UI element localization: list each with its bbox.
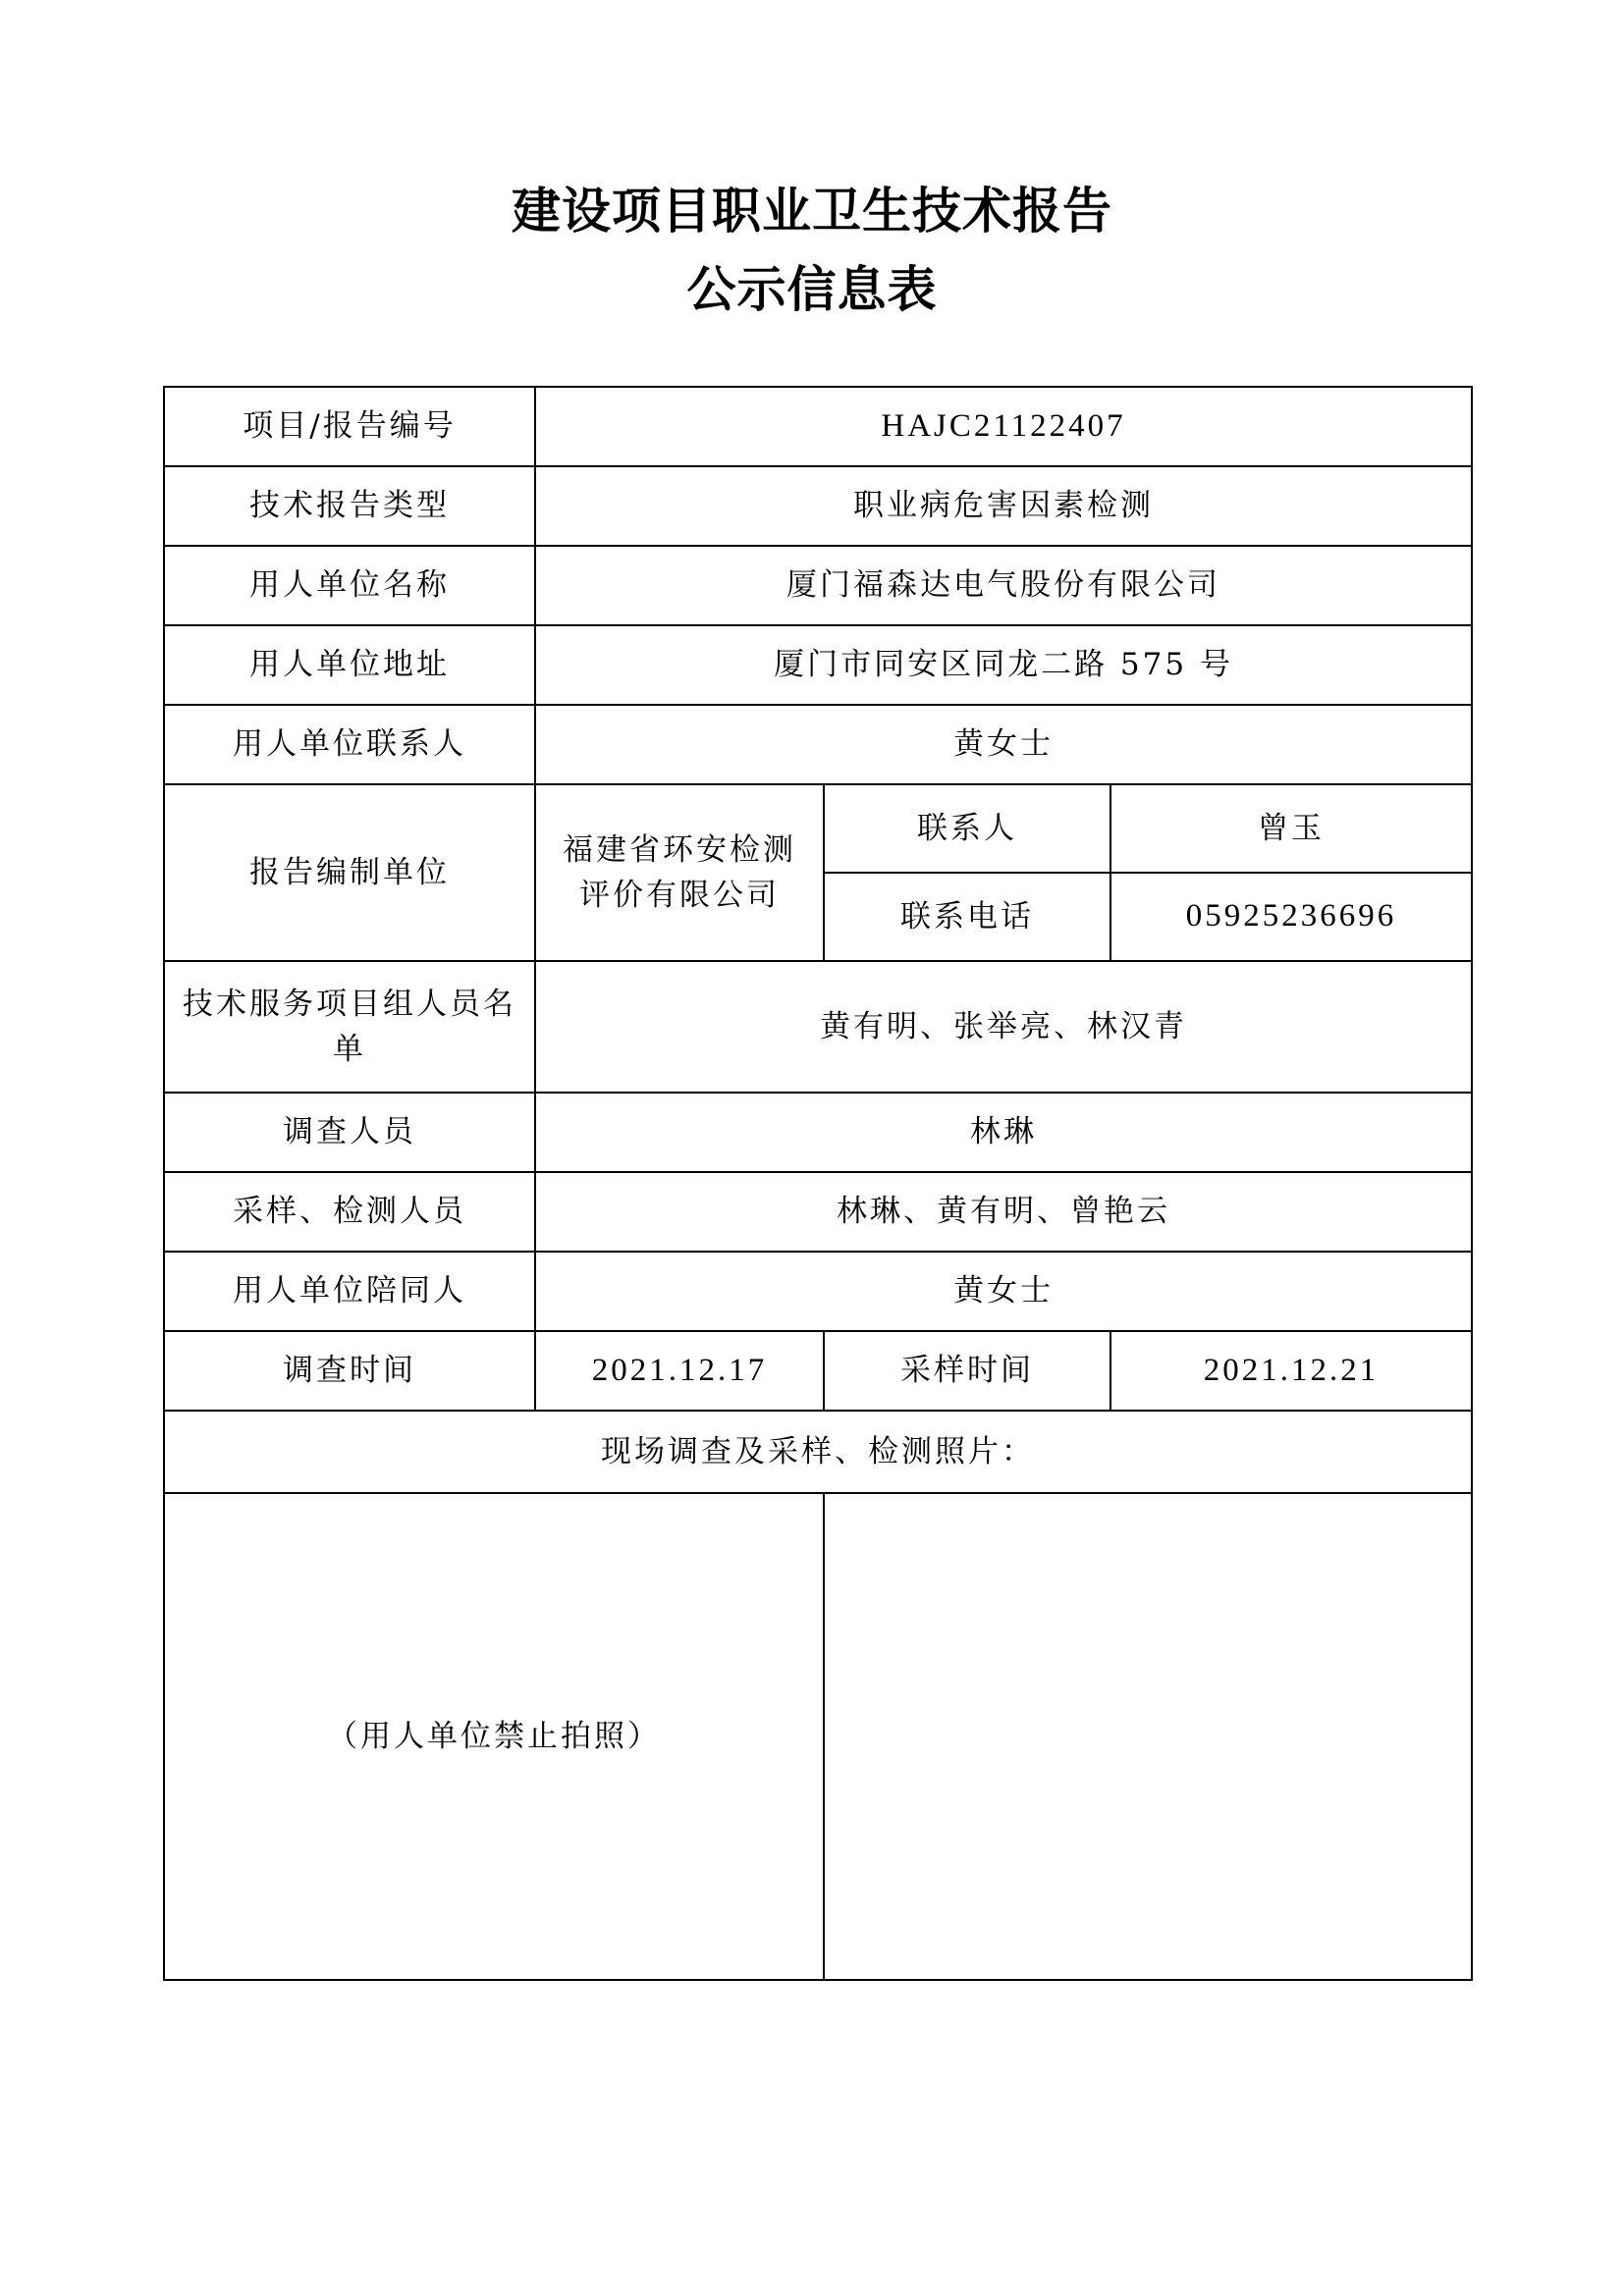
- compiler-org-text: 福建省环安检测评价有限公司: [563, 831, 796, 913]
- investigators-label: 调查人员: [164, 1093, 535, 1172]
- team-label: [164, 961, 535, 1093]
- photo-prohibited-note: （用人单位禁止拍照）: [327, 1718, 661, 1754]
- info-table: [163, 386, 1473, 1981]
- employer-contact-value: 黄女士: [535, 705, 1472, 784]
- page-subtitle: 公示信息表: [686, 260, 938, 318]
- samplers-value: 林琳、黄有明、曾艳云: [535, 1172, 1472, 1252]
- escort-value: 黄女士: [535, 1252, 1472, 1331]
- report-type-label: 技术报告类型: [164, 466, 535, 546]
- photos-heading: 现场调查及采样、检测照片：: [164, 1411, 1472, 1493]
- report-no-value: HAJC21122407: [535, 387, 1472, 466]
- report-no-label: 项目/报告编号: [164, 387, 535, 466]
- employer-contact-label: 用人单位联系人: [164, 705, 535, 784]
- table-row: [164, 1411, 1472, 1493]
- table-row: [164, 1172, 1472, 1252]
- sampling-date-label: 采样时间: [824, 1331, 1110, 1411]
- employer-name-value: 厦门福森达电气股份有限公司: [535, 546, 1472, 625]
- team-value: 黄有明、张举亮、林汉青: [535, 961, 1472, 1093]
- table-row: [164, 961, 1472, 1093]
- table-row: [164, 1493, 1472, 1980]
- team-label-text: 技术服务项目组人员名单: [183, 986, 516, 1067]
- table-row: [164, 784, 1472, 873]
- compiler-contact-label: 联系人: [824, 784, 1110, 873]
- photo-right-cell: [824, 1493, 1472, 1980]
- table-row: [164, 705, 1472, 784]
- survey-date-value: 2021.12.17: [535, 1331, 824, 1411]
- table-row: [164, 625, 1472, 705]
- compiler-label: 报告编制单位: [164, 784, 535, 961]
- table-row: [164, 387, 1472, 466]
- table-row: [164, 546, 1472, 625]
- compiler-phone-value: 05925236696: [1110, 873, 1472, 961]
- table-row: [164, 466, 1472, 546]
- table-row: [164, 1093, 1472, 1172]
- compiler-phone-label: 联系电话: [824, 873, 1110, 961]
- table-row: [164, 1331, 1472, 1411]
- employer-name-label: 用人单位名称: [164, 546, 535, 625]
- investigators-value: 林琳: [535, 1093, 1472, 1172]
- compiler-contact-value: 曾玉: [1110, 784, 1472, 873]
- survey-date-label: 调查时间: [164, 1331, 535, 1411]
- photo-left-cell: [164, 1493, 824, 1980]
- employer-address-value: 厦门市同安区同龙二路 575 号: [535, 625, 1472, 705]
- compiler-org: [535, 784, 824, 961]
- sampling-date-value: 2021.12.21: [1110, 1331, 1472, 1411]
- report-type-value: 职业病危害因素检测: [535, 466, 1472, 546]
- employer-address-label: 用人单位地址: [164, 625, 535, 705]
- table-row: [164, 1252, 1472, 1331]
- page-title: 建设项目职业卫生技术报告: [512, 182, 1112, 240]
- samplers-label: 采样、检测人员: [164, 1172, 535, 1252]
- escort-label: 用人单位陪同人: [164, 1252, 535, 1331]
